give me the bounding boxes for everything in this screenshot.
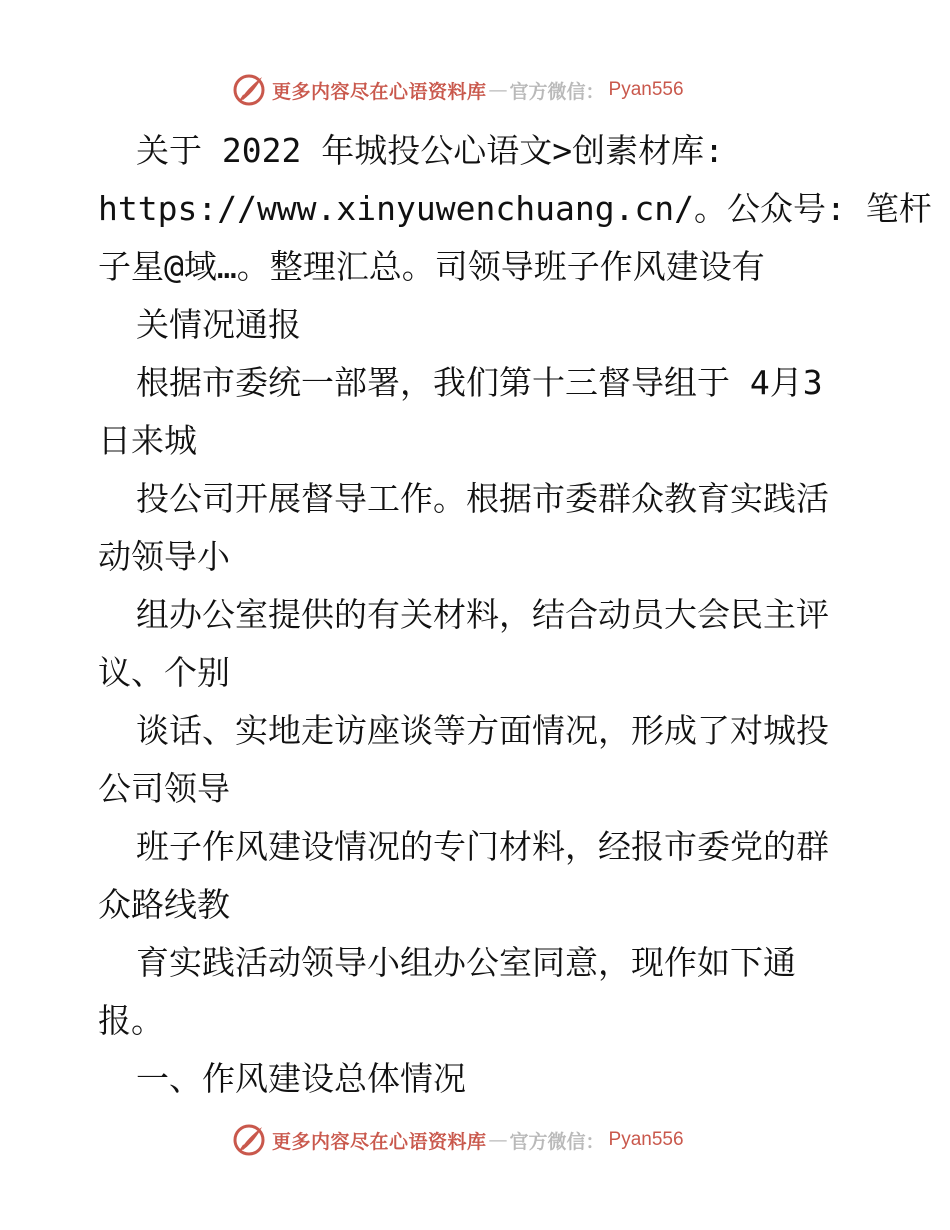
header-watermark-banner [232,70,752,110]
body-line: 众路线教 [98,885,230,924]
header-banner-sub-text: 官方微信： [509,80,605,103]
header-banner-dash: — [488,79,508,101]
quill-logo-icon [232,73,266,107]
body-line: 议、个别 [98,653,230,692]
quill-logo-icon [232,1123,266,1157]
footer-banner-wechat-id: Pyan556 [608,1129,684,1150]
footer-banner-sub-text: 官方微信： [509,1130,605,1153]
header-banner-main-text: 更多内容尽在心语资料库 [272,80,487,103]
body-line: 投公司开展督导工作。根据市委群众教育实践活 [136,479,829,518]
document-body [98,122,932,1108]
footer-watermark-banner [232,1120,752,1160]
body-line: 育实践活动领导小组办公室同意，现作如下通 [136,943,796,982]
body-line: 关于 2022 年城投公心语文>创素材库: [136,131,724,170]
body-line: 子星@域…。整理汇总。司领导班子作风建设有 [98,247,765,286]
body-line: 组办公室提供的有关材料，结合动员大会民主评 [136,595,829,634]
footer-banner-main-text: 更多内容尽在心语资料库 [272,1130,487,1153]
body-line: 班子作风建设情况的专门材料，经报市委党的群 [136,827,829,866]
body-line: 报。 [98,1001,164,1040]
section-heading: 一、作风建设总体情况 [136,1059,466,1098]
body-line: 动领导小 [98,537,230,576]
body-line: 根据市委统一部署，我们第十三督导组于 4月3 [136,363,823,402]
body-line: 公司领导 [98,769,230,808]
footer-banner-dash: — [488,1129,508,1151]
header-banner-wechat-id: Pyan556 [608,79,684,100]
body-line: https://www.xinyuwenchuang.cn/。公众号: 笔杆 [98,189,932,228]
body-line: 日来城 [98,421,197,460]
body-line: 关情况通报 [136,305,301,344]
body-line: 谈话、实地走访座谈等方面情况，形成了对城投 [136,711,829,750]
